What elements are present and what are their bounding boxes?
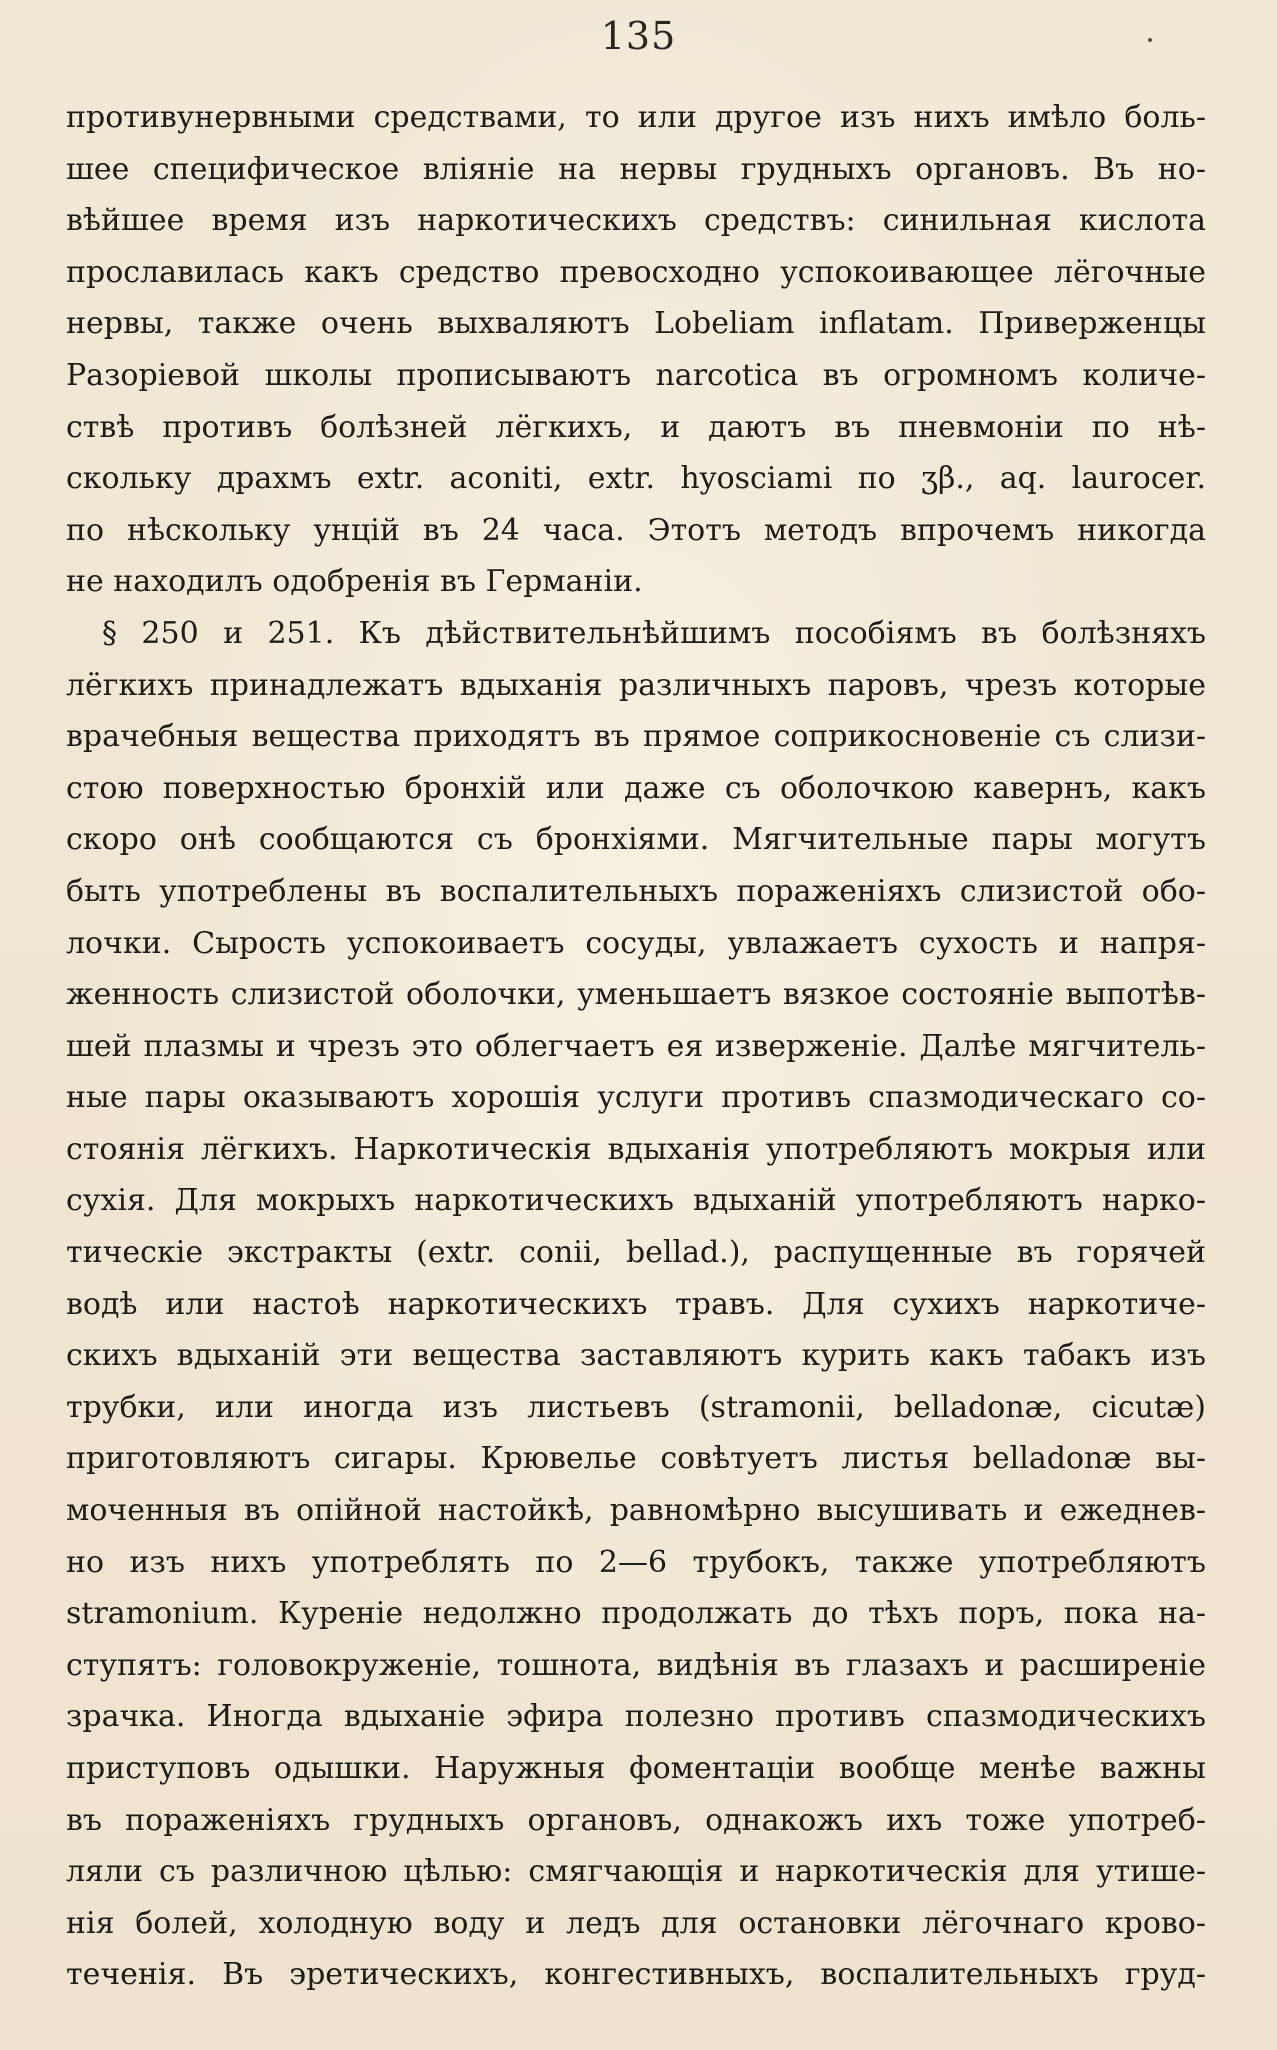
text-line: приступовъ одышки. Наружныя фоментаціи вообще менѣе важны: [66, 1751, 1206, 1786]
text-line: въ пораженіяхъ грудныхъ органовъ, однакожъ ихъ тоже употреб-: [66, 1802, 1206, 1838]
text-line: вѣйшее время изъ наркотическихъ средствъ: синильная кислота: [66, 203, 1206, 239]
text-line: лёгкихъ принадлежатъ вдыханія различныхъ паровъ, чрезъ которые: [66, 667, 1206, 703]
text-line: скольку драхмъ extr. aconiti, extr. hyosciami по ʒβ., aq. laurocer.: [66, 461, 1206, 497]
text-line: ступятъ: головокруженіе, тошнота, видѣнія въ глазахъ и расширеніе: [66, 1647, 1206, 1683]
text-line: ствѣ противъ болѣзней лёгкихъ, и даютъ въ пневмоніи по нѣ-: [66, 409, 1206, 445]
page-number: 135: [600, 14, 677, 58]
text-line: моченныя въ опійной настойкѣ, равномѣрно высушивать и ежеднев-: [66, 1493, 1206, 1529]
text-line: стою поверхностью бронхій или даже съ оболочкою кавернъ, какъ: [66, 770, 1206, 806]
text-line: по нѣскольку унцій въ 24 часа. Этотъ методъ впрочемъ никогда: [66, 512, 1206, 548]
text-line: быть употреблены въ воспалительныхъ пораженіяхъ слизистой обо-: [66, 873, 1206, 909]
text-line: трубки, или иногда изъ листьевъ (stramonii, belladonæ, cicutæ): [66, 1389, 1206, 1425]
text-line: женность слизистой оболочки, уменьшаетъ вязкое состояніе выпотѣв-: [66, 977, 1206, 1013]
ink-speck: [1148, 38, 1152, 42]
text-line: тическіе экстракты (extr. conii, bellad.), распущенные въ горячей: [66, 1235, 1206, 1271]
text-line: ные пары оказываютъ хорошія услуги противъ спазмодическаго со-: [66, 1080, 1206, 1116]
paragraph-last-line: не находилъ одобренія въ Германіи.: [66, 564, 643, 600]
text-line: stramonium. Куреніе недолжно продолжать до тѣхъ поръ, пока на-: [66, 1596, 1206, 1632]
text-line: Разоріевой школы прописываютъ narcotica въ огромномъ количе-: [66, 357, 1206, 393]
text-line: скихъ вдыханій эти вещества заставляютъ курить какъ табакъ изъ: [66, 1338, 1206, 1374]
section-heading-line: § 250 и 251. Къ дѣйствительнѣйшимъ пособіямъ въ болѣзняхъ: [102, 615, 1206, 651]
text-line: зрачка. Иногда вдыханіе эфира полезно противъ спазмодическихъ: [66, 1699, 1206, 1735]
text-line: противунервными средствами, то или другое изъ нихъ имѣло боль-: [66, 100, 1206, 135]
text-line: приготовляютъ сигары. Крювелье совѣтуетъ листья belladonæ вы-: [66, 1441, 1206, 1477]
body-text: [66, 92, 1206, 2001]
text-line: скоро онѣ сообщаются съ бронхіями. Мягчительные пары могутъ: [66, 822, 1206, 858]
text-line: шее специфическое вліяніе на нервы грудныхъ органовъ. Въ но-: [66, 151, 1206, 187]
text-line: теченія. Въ эретическихъ, конгестивныхъ, воспалительныхъ груд-: [66, 1957, 1206, 1993]
text-line: ляли съ различною цѣлью: смягчающія и наркотическія для утише-: [66, 1854, 1206, 1890]
text-line: прославилась какъ средство превосходно успокоивающее лёгочные: [66, 254, 1206, 290]
text-line: шей плазмы и чрезъ это облегчаетъ ея изверженіе. Далѣе мягчитель-: [66, 1028, 1206, 1064]
text-line: но изъ нихъ употреблять по 2—6 трубокъ, также употребляютъ: [66, 1544, 1206, 1580]
text-line: нервы, также очень выхваляютъ Lobeliam inflatam. Приверженцы: [66, 306, 1206, 342]
text-line: лочки. Сырость успокоиваетъ сосуды, увлажаетъ сухость и напря-: [66, 925, 1206, 961]
text-line: водѣ или настоѣ наркотическихъ травъ. Для сухихъ наркотиче-: [66, 1286, 1206, 1322]
text-line: врачебныя вещества приходятъ въ прямое соприкосновеніе съ слизи-: [66, 719, 1206, 755]
text-line: сухія. Для мокрыхъ наркотическихъ вдыханій употребляютъ нарко-: [66, 1183, 1206, 1219]
text-line: стоянія лёгкихъ. Наркотическія вдыханія употребляютъ мокрыя или: [66, 1131, 1206, 1167]
text-line: нія болей, холодную воду и ледъ для остановки лёгочнаго крово-: [66, 1905, 1206, 1941]
